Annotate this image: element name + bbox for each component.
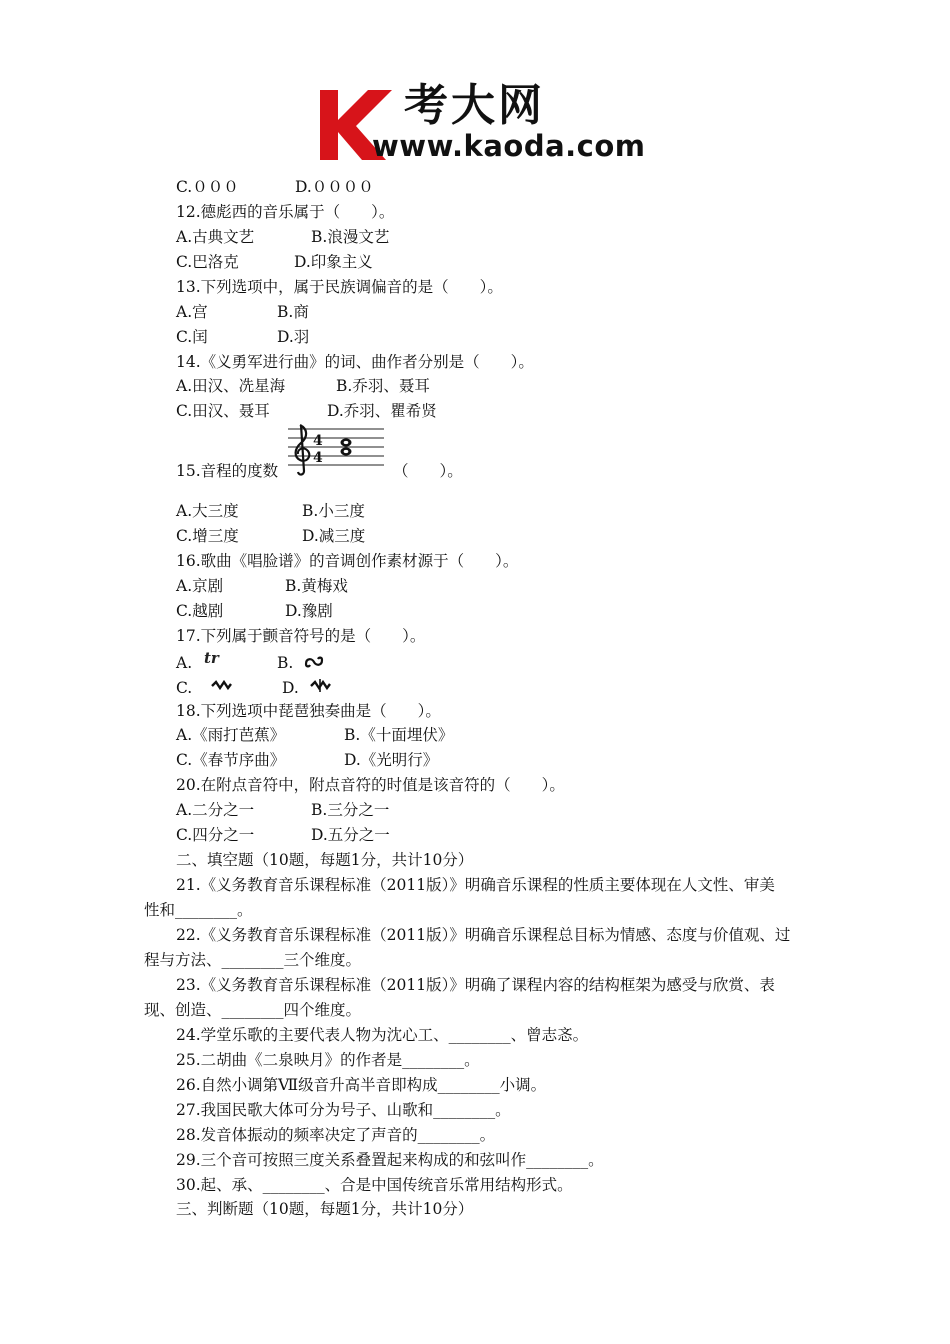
q13-option-b: B.商 bbox=[277, 303, 309, 321]
trill-tr-icon: tr bbox=[204, 649, 219, 667]
q15-stem: 15.音程的度数 bbox=[176, 462, 279, 480]
section2-heading: 二、填空题（10题，每题1分，共计10分） bbox=[176, 851, 474, 869]
q23-line1: 23.《义务教育音乐课程标准（2011版）》明确了课程内容的结构框架为感受与欣赏、表 bbox=[176, 976, 775, 994]
q28: 28.发音体振动的频率决定了声音的________。 bbox=[176, 1126, 496, 1144]
q22-line1: 22.《义务教育音乐课程标准（2011版）》明确音乐课程总目标为情感、态度与价值观、过 bbox=[176, 926, 791, 944]
logo-url-text: www.kaoda.com bbox=[372, 129, 646, 163]
logo-brand-text: 考大网 bbox=[404, 80, 545, 131]
q12-option-d: D.印象主义 bbox=[294, 253, 373, 271]
q16-stem: 16.歌曲《唱脸谱》的音调创作素材源于（ ）。 bbox=[176, 552, 519, 570]
q21-line1: 21.《义务教育音乐课程标准（2011版）》明确音乐课程的性质主要体现在人文性、审美 bbox=[176, 876, 775, 894]
q18-option-b: B.《十面埋伏》 bbox=[344, 726, 454, 744]
music-staff-interval-image bbox=[288, 423, 386, 477]
q23-line2: 现、创造、________四个维度。 bbox=[144, 1001, 362, 1019]
q30: 30.起、承、________、合是中国传统音乐常用结构形式。 bbox=[176, 1176, 573, 1194]
q20-option-c: C.四分之一 bbox=[176, 826, 255, 844]
q16-option-c: C.越剧 bbox=[176, 602, 224, 620]
q18-option-a: A.《雨打芭蕉》 bbox=[176, 726, 286, 744]
q24: 24.学堂乐歌的主要代表人物为沈心工、________、曾志忞。 bbox=[176, 1026, 589, 1044]
q27: 27.我国民歌大体可分为号子、山歌和________。 bbox=[176, 1101, 511, 1119]
q18-stem: 18.下列选项中琵琶独奏曲是（ ）。 bbox=[176, 702, 441, 720]
q22-line2: 程与方法、________三个维度。 bbox=[144, 951, 362, 969]
section3-heading: 三、判断题（10题，每题1分，共计10分） bbox=[176, 1200, 474, 1218]
q14-option-d: D.乔羽、瞿希贤 bbox=[327, 402, 437, 420]
treble-clef-icon bbox=[296, 425, 310, 475]
q20-option-b: B.三分之一 bbox=[311, 801, 390, 819]
q18-option-d: D.《光明行》 bbox=[344, 751, 439, 769]
q20-stem: 20.在附点音符中，附点音符的时值是该音符的（ ）。 bbox=[176, 776, 565, 794]
q15-option-a: A.大三度 bbox=[176, 502, 239, 520]
q21-line2: 性和________。 bbox=[144, 901, 253, 919]
q25: 25.二胡曲《二泉映月》的作者是________。 bbox=[176, 1051, 480, 1069]
q14-option-c: C.田汉、聂耳 bbox=[176, 402, 270, 420]
q13-option-d: D.羽 bbox=[277, 328, 310, 346]
q13-stem: 13.下列选项中，属于民族调偏音的是（ ）。 bbox=[176, 278, 503, 296]
q17-stem: 17.下列属于颤音符号的是（ ）。 bbox=[176, 627, 426, 645]
svg-text:4: 4 bbox=[313, 450, 323, 466]
q15-option-b: B.小三度 bbox=[302, 502, 365, 520]
mordent-icon bbox=[210, 677, 232, 693]
q12-option-b: B.浪漫文艺 bbox=[311, 228, 390, 246]
q16-option-b: B.黄梅戏 bbox=[285, 577, 348, 595]
q13-option-c: C.闰 bbox=[176, 328, 208, 346]
q11-option-c: C.０００ bbox=[176, 178, 239, 196]
q16-option-a: A.京剧 bbox=[176, 577, 224, 595]
q15-option-d: D.减三度 bbox=[302, 527, 366, 545]
q14-option-a: A.田汉、冼星海 bbox=[176, 377, 286, 395]
q20-option-a: A.二分之一 bbox=[176, 801, 255, 819]
q18-option-c: C.《春节序曲》 bbox=[176, 751, 286, 769]
q17-option-a-label: A. bbox=[176, 654, 193, 672]
q14-stem: 14.《义勇军进行曲》的词、曲作者分别是（ ）。 bbox=[176, 353, 534, 371]
q29: 29.三个音可按照三度关系叠置起来构成的和弦叫作________。 bbox=[176, 1151, 604, 1169]
q12-option-c: C.巴洛克 bbox=[176, 253, 239, 271]
q12-stem: 12.德彪西的音乐属于（ ）。 bbox=[176, 203, 395, 221]
inverted-mordent-icon bbox=[309, 677, 331, 693]
q20-option-d: D.五分之一 bbox=[311, 826, 390, 844]
turn-ornament-icon bbox=[303, 654, 325, 670]
q15-blank: （ ）。 bbox=[393, 462, 463, 480]
q15-option-c: C.增三度 bbox=[176, 527, 239, 545]
svg-text:4: 4 bbox=[313, 433, 323, 449]
q16-option-d: D.豫剧 bbox=[285, 602, 333, 620]
q26: 26.自然小调第Ⅶ级音升高半音即构成________小调。 bbox=[176, 1076, 547, 1094]
q11-option-d: D.００００ bbox=[295, 178, 374, 196]
kaoda-logo bbox=[316, 80, 646, 162]
q14-option-b: B.乔羽、聂耳 bbox=[336, 377, 430, 395]
q17-option-b-label: B. bbox=[277, 654, 294, 672]
q12-option-a: A.古典文艺 bbox=[176, 228, 255, 246]
q17-option-d-label: D. bbox=[282, 679, 299, 697]
q17-option-c-label: C. bbox=[176, 679, 193, 697]
q13-option-a: A.宫 bbox=[176, 303, 208, 321]
